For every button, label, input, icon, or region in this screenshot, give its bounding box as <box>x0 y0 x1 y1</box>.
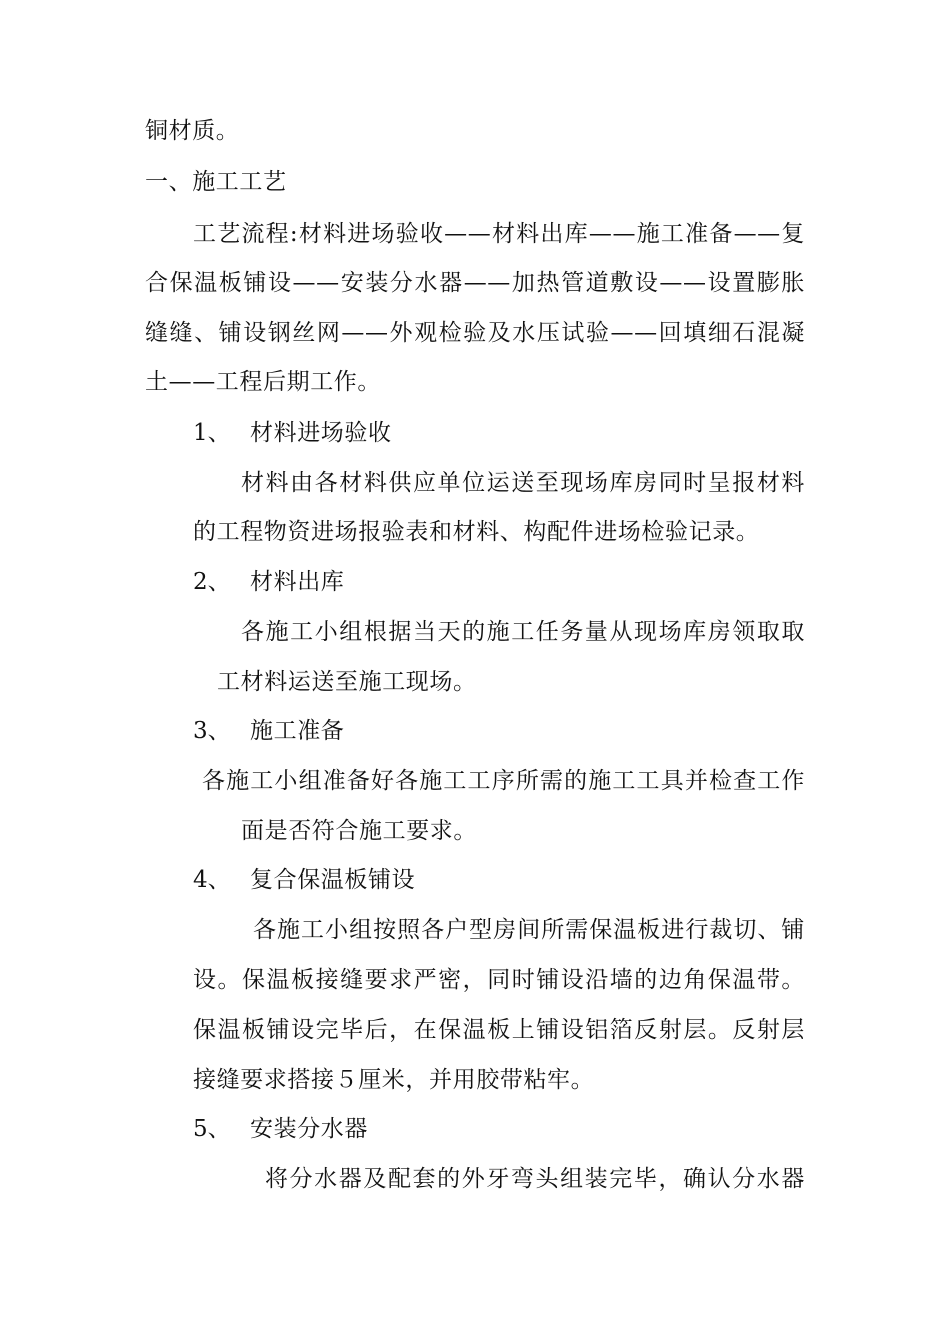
step-number: 3、 <box>193 718 231 744</box>
step-body-line: 各施工小组按照各户型房间所需保温板进行裁切、铺 <box>253 917 805 943</box>
step-body-line: 材料由各材料供应单位运送至现场库房同时呈报材料 <box>241 470 805 496</box>
intro-tail-text: 铜材质。 <box>145 118 240 144</box>
step-body-line: 各施工小组根据当天的施工任务量从现场库房领取取 <box>241 619 805 645</box>
step-body-line: 面是否符合施工要求。 <box>241 818 477 844</box>
step-title: 材料出库 <box>250 569 345 595</box>
process-flow-line: 合保温板铺设——安装分水器——加热管道敷设——设置膨胀 <box>145 270 805 296</box>
step-number: 4、 <box>193 867 231 893</box>
step-number: 2、 <box>193 569 231 595</box>
step-number: 1、 <box>193 420 231 446</box>
step-body-line: 将分水器及配套的外牙弯头组装完毕，确认分水器 <box>265 1166 805 1192</box>
section-heading: 一、施工工艺 <box>145 169 287 195</box>
step-body-line: 各施工小组准备好各施工工序所需的施工工具并检查工作 <box>202 768 805 794</box>
process-flow-line: 土——工程后期工作。 <box>145 369 381 395</box>
step-body-line: 设。保温板接缝要求严密，同时铺设沿墙的边角保温带。 <box>193 967 805 993</box>
step-title: 材料进场验收 <box>250 420 392 446</box>
step-title: 安装分水器 <box>250 1116 368 1142</box>
step-body-line: 的工程物资进场报验表和材料、构配件进场检验记录。 <box>193 519 760 545</box>
step-title: 复合保温板铺设 <box>250 867 416 893</box>
step-body-line: 保温板铺设完毕后，在保温板上铺设铝箔反射层。反射层 <box>193 1017 805 1043</box>
step-number: 5、 <box>193 1116 231 1142</box>
process-flow-line: 工艺流程:材料进场验收——材料出库——施工准备——复 <box>193 221 805 247</box>
step-body-line: 工材料运送至施工现场。 <box>217 669 477 695</box>
process-flow-line: 缝缝、铺设钢丝网——外观检验及水压试验——回填细石混凝 <box>145 320 805 346</box>
step-title: 施工准备 <box>250 718 345 744</box>
step-body-line: 接缝要求搭接５厘米，并用胶带粘牢。 <box>193 1067 595 1093</box>
